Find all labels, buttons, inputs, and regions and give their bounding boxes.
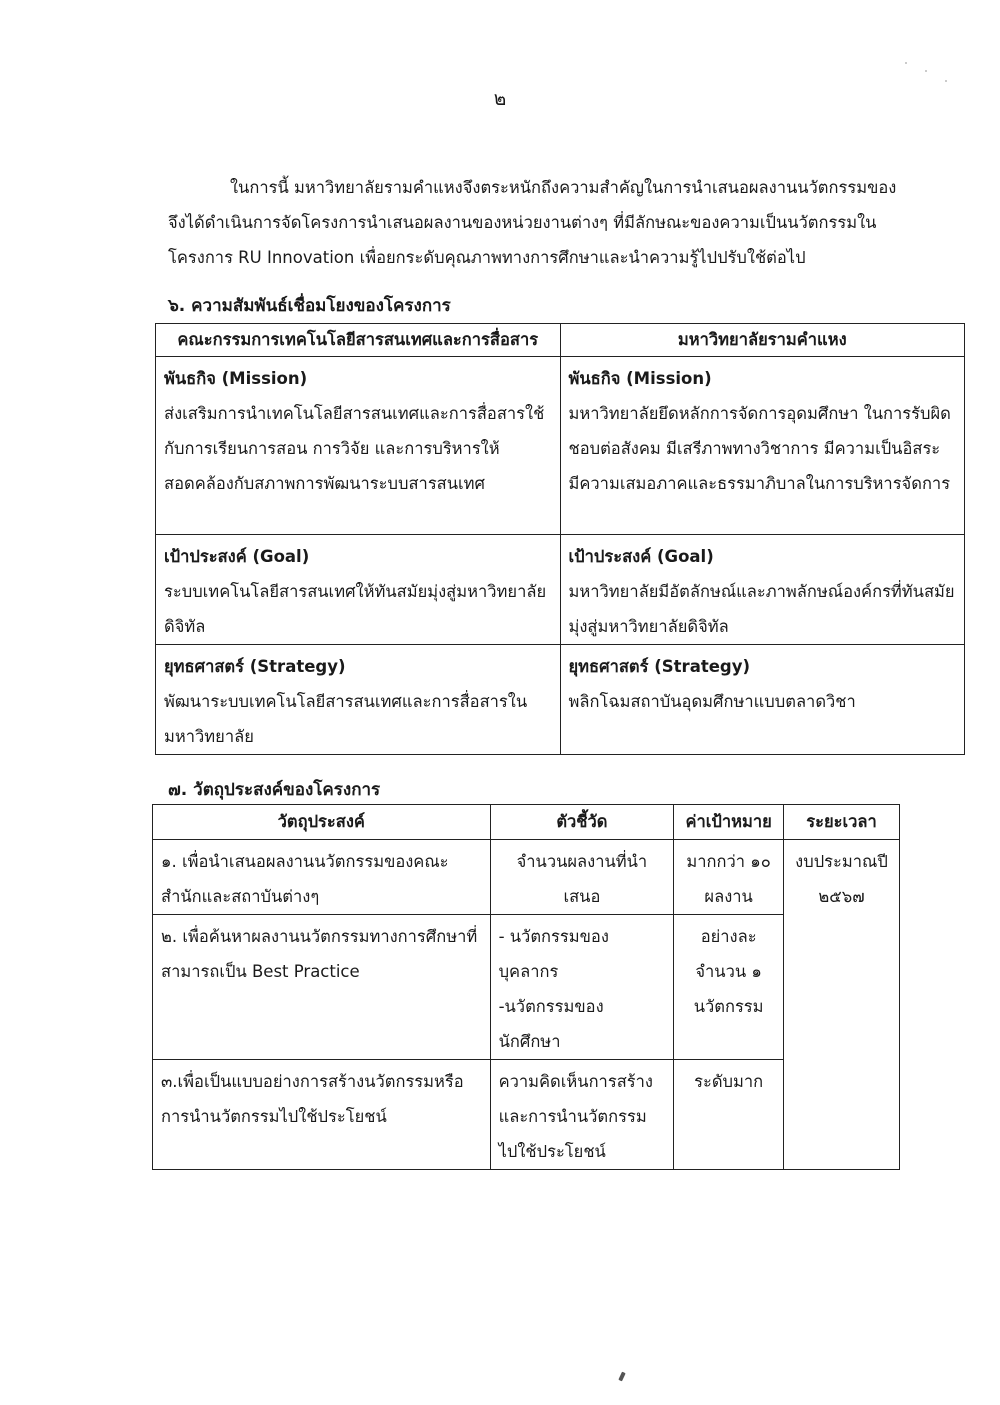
mission-title: พันธกิจ (Mission) [568,369,712,388]
scan-speck [905,62,907,64]
goal-title: เป้าประสงค์ (Goal) [164,547,310,566]
intro-line-1-text: ในการนี้ มหาวิทยาลัยรามคำแหงจึงตระหนักถึงความสำคัญในการนำเสนอผลงานนวัตกรรมของ [230,178,897,197]
scan-speck [925,70,927,72]
strategy-cell-university [560,645,965,755]
indicator-cell: จำนวนผลงานที่นำเสนอ [490,840,674,915]
strategy-cell-committee [156,645,561,755]
goal-title: เป้าประสงค์ (Goal) [568,547,714,566]
intro-line-3: โครงการ RU Innovation เพื่อยกระดับคุณภาพทางการศึกษาและนำความรู้ไปปรับใช้ต่อไป [168,248,806,267]
intro-line-2: จึงได้ดำเนินการจัดโครงการนำเสนอผลงานของหน่วยงานต่างๆ ที่มีลักษณะของความเป็นนวัตกรรมใน [168,213,877,232]
column-header-period: ระยะเวลา [784,805,900,840]
target-cell: อย่างละ จำนวน ๑ นวัตกรรม [674,915,784,1060]
column-header-target: ค่าเป้าหมาย [674,805,784,840]
objective-cell: ๓.เพื่อเป็นแบบอย่างการสร้างนวัตกรรมหรือการนำนวัตกรรมไปใช้ประโยชน์ [153,1060,491,1170]
relationship-table [155,323,965,755]
goal-row [156,535,965,645]
goal-text: ระบบเทคโนโลยีสารสนเทศให้ทันสมัยมุ่งสู่มหาวิทยาลัยดิจิทัล [164,582,547,636]
strategy-title: ยุทธศาสตร์ (Strategy) [164,657,346,676]
indicator-cell [490,915,674,1060]
section-7-heading: ๗. วัตถุประสงค์ของโครงการ [168,780,381,800]
page-number: ๒ [493,88,507,110]
mission-text: ส่งเสริมการนำเทคโนโลยีสารสนเทศและการสื่อสารใช้กับการเรียนการสอน การวิจัย และการบริหารให้สอดคล้องกับสภาพการพัฒนาระบบสารสนเทศ [164,404,545,493]
relationship-header-row [156,324,965,357]
indicator-item: - นวัตกรรมของบุคลากร [498,927,609,981]
mission-cell-committee [156,357,561,535]
period-cell: งบประมาณปี ๒๕๖๗ [784,840,900,1170]
indicator-item: -นวัตกรรมของนักศึกษา [498,997,604,1051]
objectives-table [152,804,900,1170]
target-cell: มากกว่า ๑๐ ผลงาน [674,840,784,915]
goal-cell-university [560,535,965,645]
column-header-committee: คณะกรรมการเทคโนโลยีสารสนเทศและการสื่อสาร [156,324,561,357]
strategy-text: พัฒนาระบบเทคโนโลยีสารสนเทศและการสื่อสารในมหาวิทยาลัย [164,692,528,746]
indicator-cell: ความคิดเห็นการสร้างและการนำนวัตกรรมไปใช้ประโยชน์ [490,1060,674,1170]
mission-row [156,357,965,535]
strategy-row [156,645,965,755]
mission-text: มหาวิทยาลัยยึดหลักการจัดการอุดมศึกษา ในการรับผิดชอบต่อสังคม มีเสรีภาพทางวิชาการ มีความเป็นอิสระ มีความเสมอภาคและธรรมาภิบาลในการบริหารจัดการ [568,404,951,493]
column-header-university: มหาวิทยาลัยรามคำแหง [560,324,965,357]
mission-cell-university [560,357,965,535]
mission-title: พันธกิจ (Mission) [164,369,308,388]
column-header-indicator: ตัวชี้วัด [490,805,674,840]
goal-cell-committee [156,535,561,645]
target-cell: ระดับมาก [674,1060,784,1170]
strategy-title: ยุทธศาสตร์ (Strategy) [568,657,751,676]
objectives-header-row [153,805,900,840]
section-6-heading: ๖. ความสัมพันธ์เชื่อมโยงของโครงการ [168,296,451,316]
objective-cell: ๒. เพื่อค้นหาผลงานนวัตกรรมทางการศึกษาที่สามารถเป็น Best Practice [153,915,491,1060]
objective-cell: ๑. เพื่อนำเสนอผลงานนวัตกรรมของคณะ สำนักและสถาบันต่างๆ [153,840,491,915]
objective-row-1 [153,840,900,915]
scan-speck [945,80,947,82]
column-header-objective: วัตถุประสงค์ [153,805,491,840]
strategy-text: พลิกโฉมสถาบันอุดมศึกษาแบบตลาดวิชา [568,692,856,711]
intro-line-1 [168,170,908,205]
scan-speck [618,1372,625,1382]
goal-text: มหาวิทยาลัยมีอัตลักษณ์และภาพลักษณ์องค์กรที่ทันสมัยมุ่งสู่มหาวิทยาลัยดิจิทัล [568,582,955,636]
